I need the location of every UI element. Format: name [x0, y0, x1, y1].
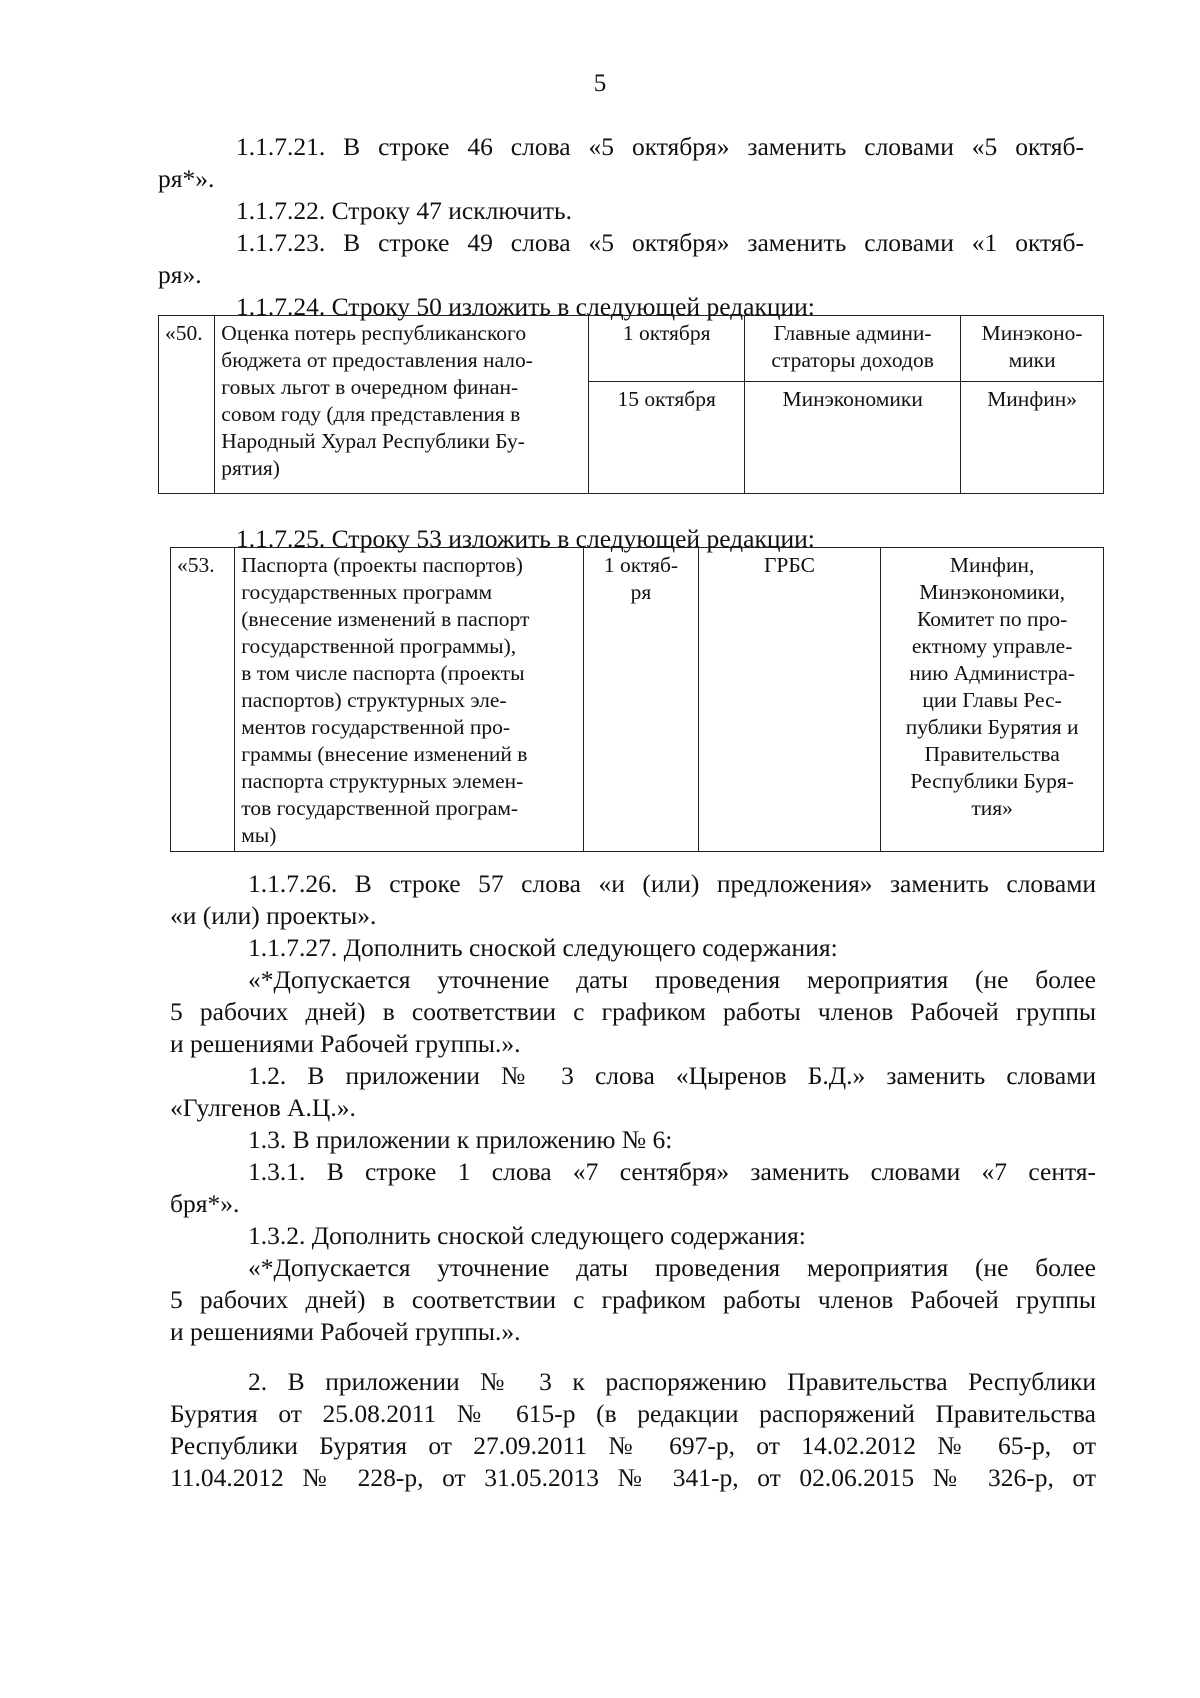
footnote-text-a — [170, 964, 1096, 1060]
text-line: «Гулгенов А.Ц.». — [170, 1093, 356, 1122]
row-number: «53. — [171, 548, 235, 852]
paragraph-1-1-7-27 — [170, 932, 1096, 964]
text-line: 2. В приложении № 3 к распоряжению Правительства Республики — [248, 1367, 1096, 1396]
text-line: и решениями Рабочей группы.». — [170, 1029, 521, 1058]
paragraph-1-1-7-22 — [158, 195, 1084, 227]
paragraph-1-2 — [170, 1060, 1096, 1124]
paragraph-1-1-7-26 — [170, 868, 1096, 932]
deadline-cell: 15 октября — [589, 382, 745, 494]
paragraph-1-3-2 — [170, 1220, 1096, 1252]
text-line: 1.1.7.24. Строку 50 изложить в следующей редакции: — [236, 292, 815, 321]
row-number: «50. — [159, 316, 215, 494]
text-line: и решениями Рабочей группы.». — [170, 1317, 521, 1346]
text-line: ря». — [158, 260, 202, 289]
row-description: Оценка потерь республиканского бюджета от предоставления нало- говых льгот в очередном финан- совом году (для представления в Народный Хурал Республики Бу- рятия) — [215, 316, 589, 494]
responsible-cell: ГРБС — [698, 548, 881, 852]
text-line: Бурятия от 25.08.2011 № 615-р (в редакции распоряжений Правительства — [170, 1399, 1096, 1428]
responsible-cell: Главные админи- страторы доходов — [745, 316, 961, 382]
page-number: 5 — [593, 70, 607, 97]
coexecutor-cell: Минэконо- мики — [961, 316, 1104, 382]
paragraph-1-3 — [170, 1124, 1096, 1156]
text-line: 11.04.2012 № 228-р, от 31.05.2013 № 341-р, от 02.06.2015 № 326-р, от — [170, 1463, 1096, 1492]
row-description: Паспорта (проекты паспортов) государственных программ (внесение изменений в паспорт государственной программы), в том числе паспорта (проекты паспортов) структурных эле- ментов государственной про- граммы (внесение изменений в паспорта структурных элемен- тов государственной програм- мы) — [235, 548, 584, 852]
table-row-53 — [170, 547, 1104, 852]
text-line: ря*». — [158, 164, 215, 193]
text-line: 1.1.7.26. В строке 57 слова «и (или) предложения» заменить словами — [248, 869, 1096, 898]
paragraph-1-1-7-23 — [158, 227, 1084, 291]
footnote-text-b — [170, 1252, 1096, 1348]
text-line: 1.3.2. Дополнить сноской следующего содержания: — [248, 1221, 806, 1250]
text-line: 1.1.7.25. Строку 53 изложить в следующей редакции: — [236, 524, 815, 553]
paragraph-2 — [170, 1366, 1096, 1494]
text-line: «и (или) проекты». — [170, 901, 377, 930]
text-line: 5 рабочих дней) в соответствии с графиком работы членов Рабочей группы — [170, 1285, 1096, 1314]
text-line: 1.1.7.27. Дополнить сноской следующего содержания: — [248, 933, 838, 962]
responsible-cell: Минэкономики — [745, 382, 961, 494]
text-line: 1.1.7.22. Строку 47 исключить. — [236, 196, 573, 225]
text-line: 1.2. В приложении № 3 слова «Цыренов Б.Д.» заменить словами — [248, 1061, 1096, 1090]
deadline-cell: 1 октября — [589, 316, 745, 382]
coexecutor-cell: Минфин, Минэкономики, Комитет по про- ектному управле- нию Администра- ции Главы Рес- публики Бурятия и Правительства Республики Буря- тия» — [881, 548, 1104, 852]
text-line: 1.3.1. В строке 1 слова «7 сентября» заменить словами «7 сентя- — [248, 1157, 1096, 1186]
text-line: 5 рабочих дней) в соответствии с графиком работы членов Рабочей группы — [170, 997, 1096, 1026]
coexecutor-cell: Минфин» — [961, 382, 1104, 494]
deadline-cell: 1 октяб- ря — [584, 548, 698, 852]
text-line: «*Допускается уточнение даты проведения мероприятия (не более — [248, 965, 1096, 994]
text-line: 1.1.7.23. В строке 49 слова «5 октября» заменить словами «1 октяб- — [236, 228, 1084, 257]
paragraph-1-1-7-21 — [158, 131, 1084, 195]
text-line: 1.1.7.21. В строке 46 слова «5 октября» заменить словами «5 октяб- — [236, 132, 1084, 161]
paragraph-1-3-1 — [170, 1156, 1096, 1220]
text-line: «*Допускается уточнение даты проведения мероприятия (не более — [248, 1253, 1096, 1282]
text-line: 1.3. В приложении к приложению № 6: — [248, 1125, 673, 1154]
text-line: бря*». — [170, 1189, 240, 1218]
table-row-50 — [158, 315, 1104, 494]
text-line: Республики Бурятия от 27.09.2011 № 697-р, от 14.02.2012 № 65-р, от — [170, 1431, 1096, 1460]
